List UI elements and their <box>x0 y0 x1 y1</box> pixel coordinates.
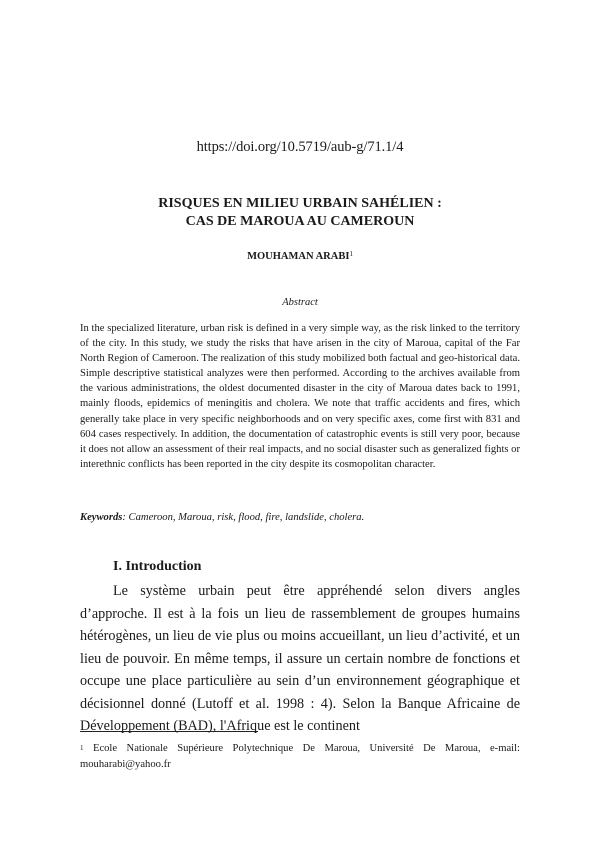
article-title <box>0 195 600 231</box>
abstract-heading: Abstract <box>282 297 318 308</box>
footnote-text: Ecole Nationale Supérieure Polytechnique De Maroua, Université De Maroua, e-mail: mouharabi@yahoo.fr <box>80 743 520 770</box>
section-heading-introduction: I. Introduction <box>113 559 202 574</box>
title-line-2: CAS DE MAROUA AU CAMEROUN <box>185 214 415 229</box>
footnote-mark: 1 <box>80 744 84 752</box>
doi-link[interactable]: https://doi.org/10.5719/aub-g/71.1/4 <box>196 139 404 155</box>
keywords-line <box>80 510 520 525</box>
author-line <box>0 251 600 262</box>
abstract-body: In the specialized literature, urban risk is defined in a very simple way, as the risk linked to the territory of the city. In this study, we study the risks that have arisen in the city of Maroua, capital of the Far North Region of Cameroon. The realization of this study mobilized both factual and geo-historical data. Simple descriptive statistical analyzes were then performed. According to the archives available from the various administrations, the oldest documented disaster in the city of Maroua dates back to 1991, mainly floods, epidemics of meningitis and cholera. We note that traffic accidents and fires, which generally take place in very specific neighborhoods and on very specific axes, come first with 831 and 604 cases respectively. In addition, the documentation of catastrophic events is still very poor, because it does not allow an assessment of their real impacts, and no social disaster such as generalized fights or interethnic conflicts has been reported in the city despite its cosmopolitan character. <box>80 323 520 470</box>
author-name: MOUHAMAN ARABI <box>247 251 350 262</box>
footnote-divider <box>80 731 258 732</box>
title-line-1: RISQUES EN MILIEU URBAIN SAHÉLIEN : <box>158 196 442 211</box>
keywords-label: Keywords <box>80 512 123 523</box>
author-footnote-mark[interactable]: 1 <box>349 250 353 258</box>
keywords-list: : Cameroon, Maroua, risk, flood, fire, landslide, cholera. <box>122 512 365 523</box>
footnote <box>80 741 520 773</box>
introduction-paragraph: Le système urbain peut être appréhendé selon divers angles d’approche. Il est à la fois un lieu de rassemblement de groupes humains hétérogènes, un lieu de vie plus ou moins accueillant, un lieu d’activité, et un lieu de pouvoir. En même temps, il assure un certain nombre de fonctions et occupe une place particulière au sein d’un environnement géographique et décisionnel donné (Lutoff et al. 1998 : 4). Selon la Banque Africaine de Développement (BAD), l'Afrique est le continent <box>80 583 520 734</box>
